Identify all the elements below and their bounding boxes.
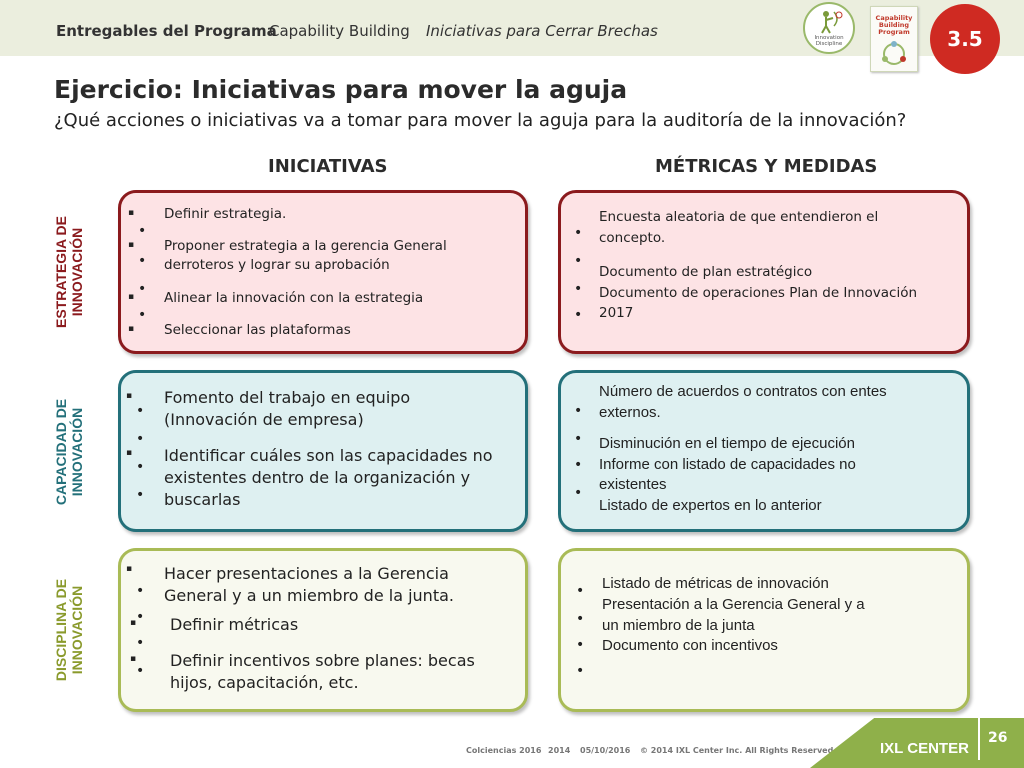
strategy-metric-item: Documento de operaciones Plan de Innovación [599,285,918,301]
capability-metric-item: Disminución en el tiempo de ejecución [599,435,855,452]
bullet-square: ▪ [130,654,137,664]
row-label-discipline-line1: DISCIPLINA DE [53,578,69,682]
strategy-metric-item: concepto. [599,230,666,246]
strategy-initiative-item: Proponer estrategia a la gerencia General [164,238,447,254]
bullet-dot: • [138,253,147,269]
bullet-dot: • [138,223,147,239]
bullet-square: ▪ [128,324,135,334]
bullet-dot: • [576,663,585,679]
capability-metric-item: existentes [599,476,667,493]
bullet-dot: • [576,637,585,653]
page-number: 26 [988,730,1008,746]
bullet-dot: • [574,253,583,269]
bullet-dot: • [574,431,583,447]
column-header-metrics: MÉTRICAS Y MEDIDAS [655,156,878,177]
bullet-square: ▪ [128,240,135,250]
row-label-discipline-line2: INNOVACIÓN [69,585,85,675]
brand-logo: IXL CENTER [880,740,969,757]
bullet-dot: • [574,457,583,473]
breadcrumb-initiatives[interactable]: Iniciativas para Cerrar Brechas [426,22,658,40]
strategy-initiative-item: Alinear la innovación con la estrategia [164,290,424,306]
bullet-dot: • [136,609,145,625]
innovation-discipline-logo [803,2,855,54]
bullet-dot: • [136,487,145,503]
footer-copyright: © 2014 IXL Center Inc. All Rights Reserved [640,746,834,755]
bullet-dot: • [136,431,145,447]
capability-metric-item: Listado de expertos en lo anterior [599,497,822,514]
capability-initiative-item: existentes dentro de la organización y [164,468,471,487]
bullet-dot: • [136,583,145,599]
bullet-square: ▪ [126,448,133,458]
capability-initiative-item: (Innovación de empresa) [164,410,364,429]
strategy-initiative-item: derroteros y lograr su aprobación [164,257,390,273]
logo-text-2: Discipline [815,41,843,47]
capability-initiative-item: Fomento del trabajo en equipo [164,388,411,407]
badge-text-2: Building [878,21,910,29]
discipline-initiative-item: hijos, capacitación, etc. [170,673,359,692]
bullet-dot: • [574,485,583,501]
page-subtitle: ¿Qué acciones o iniciativas va a tomar para mover la aguja para la auditoría de la innovación? [54,110,907,131]
bullet-dot: • [576,583,585,599]
archer-icon [817,10,843,34]
strategy-metric-item: 2017 [599,305,634,321]
capability-metric-item: Informe con listado de capacidades no [599,456,856,473]
footer-date: 05/10/2016 [580,746,631,755]
bullet-dot: • [574,307,583,323]
row-label-discipline [53,540,85,720]
bullet-dot: • [574,225,583,241]
bullet-dot: • [574,281,583,297]
bullet-square: ▪ [128,208,135,218]
footer-year: 2014 [548,746,571,755]
row-label-capability-line2: INNOVACIÓN [69,407,85,497]
discipline-metric-item: un miembro de la junta [602,617,755,634]
page-title: Ejercicio: Iniciativas para mover la aguja [54,75,628,104]
bullet-dot: • [136,403,145,419]
row-label-strategy-line1: ESTRATEGIA DE [53,216,69,329]
discipline-metric-item: Listado de métricas de innovación [602,575,829,592]
discipline-initiative-item: Definir incentivos sobre planes: becas [170,651,475,670]
row-label-strategy-line2: INNOVACIÓN [69,227,85,317]
row-label-capability [53,362,85,542]
discipline-initiative-item: Hacer presentaciones a la Gerencia [164,564,449,583]
cycle-diagram-icon [879,41,909,67]
discipline-initiative-item: Definir métricas [170,615,299,634]
column-header-initiatives: INICIATIVAS [268,156,388,177]
badge-text-3: Program [878,28,910,36]
breadcrumb-deliverables[interactable]: Entregables del Programa [56,22,277,40]
bullet-dot: • [138,307,147,323]
bullet-dot: • [136,459,145,475]
strategy-initiative-item: Definir estrategia. [164,206,287,222]
capability-initiative-item: buscarlas [164,490,241,509]
footer-source: Colciencias 2016 [466,746,542,755]
discipline-initiative-item: General y a un miembro de la junta. [164,586,454,605]
bullet-square: ▪ [130,618,137,628]
bullet-square: ▪ [126,564,133,574]
capability-metric-item: Número de acuerdos o contratos con entes [599,383,887,400]
strategy-metric-item: Encuesta aleatoria de que entendieron el [599,209,879,225]
bullet-dot: • [576,611,585,627]
capability-metric-item: externos. [599,404,661,421]
bullet-square: ▪ [126,391,133,401]
discipline-metric-item: Presentación a la Gerencia General y a [602,596,865,613]
bullet-dot: • [136,663,145,679]
page-divider [978,718,980,760]
discipline-metric-item: Documento con incentivos [602,637,778,654]
logo-text-1: Innovation [814,35,844,41]
bullet-square: ▪ [128,292,135,302]
bullet-dot: • [136,635,145,651]
strategy-initiative-item: Seleccionar las plataformas [164,322,351,338]
bullet-dot: • [574,403,583,419]
capability-initiative-item: Identificar cuáles son las capacidades no [164,446,493,465]
section-number-badge: 3.5 [930,4,1000,74]
bullet-dot: • [138,281,147,297]
row-label-capability-line1: CAPACIDAD DE [53,398,69,506]
row-label-strategy [53,182,85,362]
strategy-metric-item: Documento de plan estratégico [599,264,813,280]
capability-program-badge [870,6,918,72]
breadcrumb-capability[interactable]: Capability Building [269,22,410,40]
badge-text-1: Capability [875,14,913,22]
